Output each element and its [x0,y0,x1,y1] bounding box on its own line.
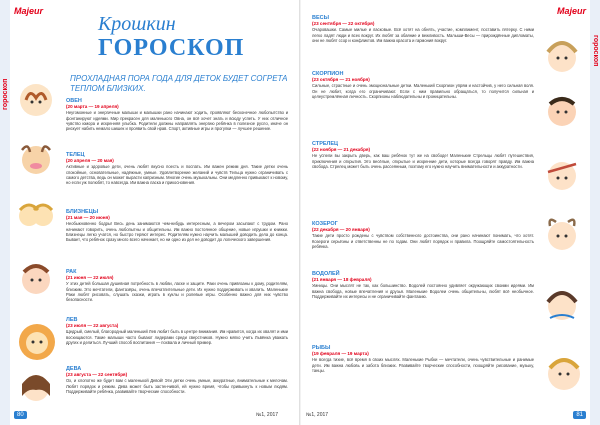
sign-virgo [66,367,288,394]
sign-capricorn [312,222,534,249]
sign-text: Очаровашки. Самые милые и ласковые. Всё хотят на обнять, участие, комплимент, поставить пятерку. С ними легко ладят люди и всех вокруг. Их любят за обаяние и вежливость. Малыши-Весы — прирождённые дипломаты, они не любят ссор и конфликтов. Им важна красота и гармония вокруг. [312,27,534,43]
sign-dates: (22 ноября — 21 декабря) [312,147,371,153]
sign-dates: (21 января — 18 февраля) [312,277,372,283]
sign-aries [66,99,288,131]
sign-text: Не всегда тихие, всё время в своих мыслях. Маленькие Рыбки — мечтатели, очень чувствительные и ранимые дети. Им важна любовь и забота близких. Развивайте творческие способности, поощряйте рисование, музыку, танцы. [312,357,534,373]
sign-dates: (23 августа — 22 сентября) [66,372,128,378]
sign-sagittarius [312,142,534,169]
sign-dates: (20 апреля — 20 мая) [66,158,114,164]
sign-dates: (22 декабря — 20 января) [312,227,370,233]
sign-name: РЫБЫ [312,345,331,351]
gemini-icon [14,196,58,236]
brand-logo-left: Majeur [14,6,44,16]
sign-text: Ох, и хлопотно же будет вам с маленькой Девой! Эти детки очень умные, аккуратные, внимательные к мелочам. Любят порядок и режим. Дева может быть застенчивой, ей нужно время, чтобы привыкнуть к новым людям. Поддерживайте ребёнка, развивайте творческие способности. [66,378,288,394]
page-subtitle: ПРОХЛАДНАЯ ПОРА ГОДА ДЛЯ ДЕТОК БУДЕТ СОГРЕТА ТЕПЛОМ БЛИЗКИХ. [70,74,288,93]
sign-name: СКОРПИОН [312,71,344,77]
sign-dates: (23 сентября — 22 октября) [312,21,375,27]
sign-text: Щедрый, смелый, благородный маленький Лев любит быть в центре внимания. Им нравится, когда их хвалят и ими восхищаются. Такие малыши часто бывают лидерами среди сверстников. Нужно мягко учить Львёнка уважать других и делиться. Лучший способ воспитания — похвала и личный пример. [66,329,288,345]
capricorn-icon [540,214,584,254]
sign-name: ВЕСЫ [312,15,329,21]
sign-text: Неугомонные и энергичные малыши и малышки рано начинают ходить, проявляют бесконечное любопытство и фонтанируют идеями. Мир прекрасен для маленького Овна, он всё хочет знать и всюду успеть. У них отличное чувство юмора и искренняя улыбка. Родители должны направлять энергию ребёнка в полезное русло, иначе он рискует набить немало шишек и проявить свой нрав. Спорт, активные игры и прогулки — лучшее решение. [66,110,288,132]
aries-icon [14,80,58,120]
pisces-icon [540,350,588,394]
sign-text: Умницы. Они мыслят не так, как большинство. Водолей постоянно удивляет окружающих своими идеями. Им важна свобода, новые впечатления и друзья. Маленькие Водолеи очень общительны, любят всё необычное. Поддерживайте их интересы и не ограничивайте фантазию. [312,283,534,299]
libra-icon [540,36,584,76]
sign-libra [312,16,534,43]
sign-dates: (23 октября — 21 ноября) [312,77,370,83]
sign-name: ВОДОЛЕЙ [312,271,340,277]
sign-leo [66,318,288,345]
taurus-icon [14,138,58,178]
page-title: ГОРОСКОП [98,35,245,61]
cancer-icon [14,258,58,298]
page-number-left: 80 [14,411,27,419]
issue-label-right: №1, 2017 [306,412,329,418]
sign-gemini [66,210,288,242]
sign-taurus [66,153,288,185]
virgo-icon [14,366,58,406]
sign-name: ДЕВА [66,366,82,372]
sign-dates: (21 мая — 20 июня) [66,215,110,221]
sign-aquarius [312,272,534,299]
aquarius-icon [540,284,584,324]
sign-scorpio [312,72,534,99]
brand-logo-right: Majeur [556,6,586,16]
sign-name: ОВЕН [66,98,82,104]
sign-name: КОЗЕРОГ [312,221,338,227]
page-gutter [299,0,301,425]
sign-dates: (19 февраля — 19 марта) [312,351,369,357]
scorpio-icon [540,90,584,130]
sign-text: Не успели вы закрыть дверь, как ваш ребёнок тут же на свободе! Маленькие Стрельцы любят путешествия, приключения и открытия. Это весёлые, открытые и искренние дети, которые всегда говорят правду. Им важна свобода. Стрелец может быть очень рассеянным, поэтому его нужно научить внимательности и аккуратности. [312,153,534,169]
sign-dates: (20 марта — 19 апреля) [66,104,119,110]
sign-text: Сильные, страстные и очень эмоциональные детки. Маленький Скорпион упрям и настойчив, у него сильная воля. Он не любит, когда его ограничивают. Если с ним правильно обращаться, то получится сильная и целеустремлённая личность. Скорпионы наблюдательны и проницательны. [312,83,534,99]
sign-text: Такие дети просто рождены с чувством собственного достоинства, они рано начинают понимать, что хотят. Козероги серьёзны и ответственны не по годам. Они любят порядок и правила. Поощряйте самостоятельность ребёнка. [312,233,534,249]
sign-dates: (21 июня — 22 июля) [66,275,114,281]
title-top-line: Крошкин [98,13,176,35]
sign-cancer [66,270,288,302]
sign-text: У этих детей большая душевная потребность в любви, ласке и защите. Раки очень привязаны к дому, родителям, близким. Это мечтатели, фантазёры, очень впечатлительные дети. Их нужно поддерживать и хвалить. Маленькие Раки любят рисовать, слушать сказки, играть в куклы и ролевые игры. Особенно важно для них чувство безопасности. [66,281,288,303]
issue-label-left: №1, 2017 [256,412,279,418]
sign-text: Необыкновенно бодры! Весь день занимаются чем-нибудь интересным, а вечером засыпают с трудом. Рано начинают говорить, очень любопытны и общительны. Им важно постоянное общение, новые игрушки и книжки. Близнецы легко учатся, но быстро теряют интерес. Родителям нужно научить малышей доводить дела до конца. Бывает, что ребёнок сразу много всего начинает, но ни одно из дел не доводит до логического завершения. [66,221,288,243]
section-label-left: гороскоп [2,78,9,110]
sagittarius-icon [540,154,584,194]
sign-name: РАК [66,269,77,275]
leo-icon [12,318,62,364]
sign-name: БЛИЗНЕЦЫ [66,209,99,215]
sign-name: ЛЕВ [66,317,78,323]
sign-text: Активные и здоровые дети, очень любят вкусно поесть и поспать. Им важен режим дня. Такие детки очень спокойные, основательные, надёжные, умные. Удовлетворение желаний и чувств Тельца нужно ограничивать с самого детства, ведь он может вырасти капризным. Многие очень музыкальны. Они медленно привыкают к новому, но если уж полюбят, то навсегда. Им важна ласка и прикосновения. [66,164,288,186]
section-label-right: гороскоп [591,35,599,67]
page-number-right: 81 [573,411,586,419]
sign-name: СТРЕЛЕЦ [312,141,339,147]
sign-pisces [312,346,534,373]
sign-dates: (23 июля — 22 августа) [66,323,119,329]
sign-name: ТЕЛЕЦ [66,152,85,158]
left-edge-tab [0,0,10,425]
